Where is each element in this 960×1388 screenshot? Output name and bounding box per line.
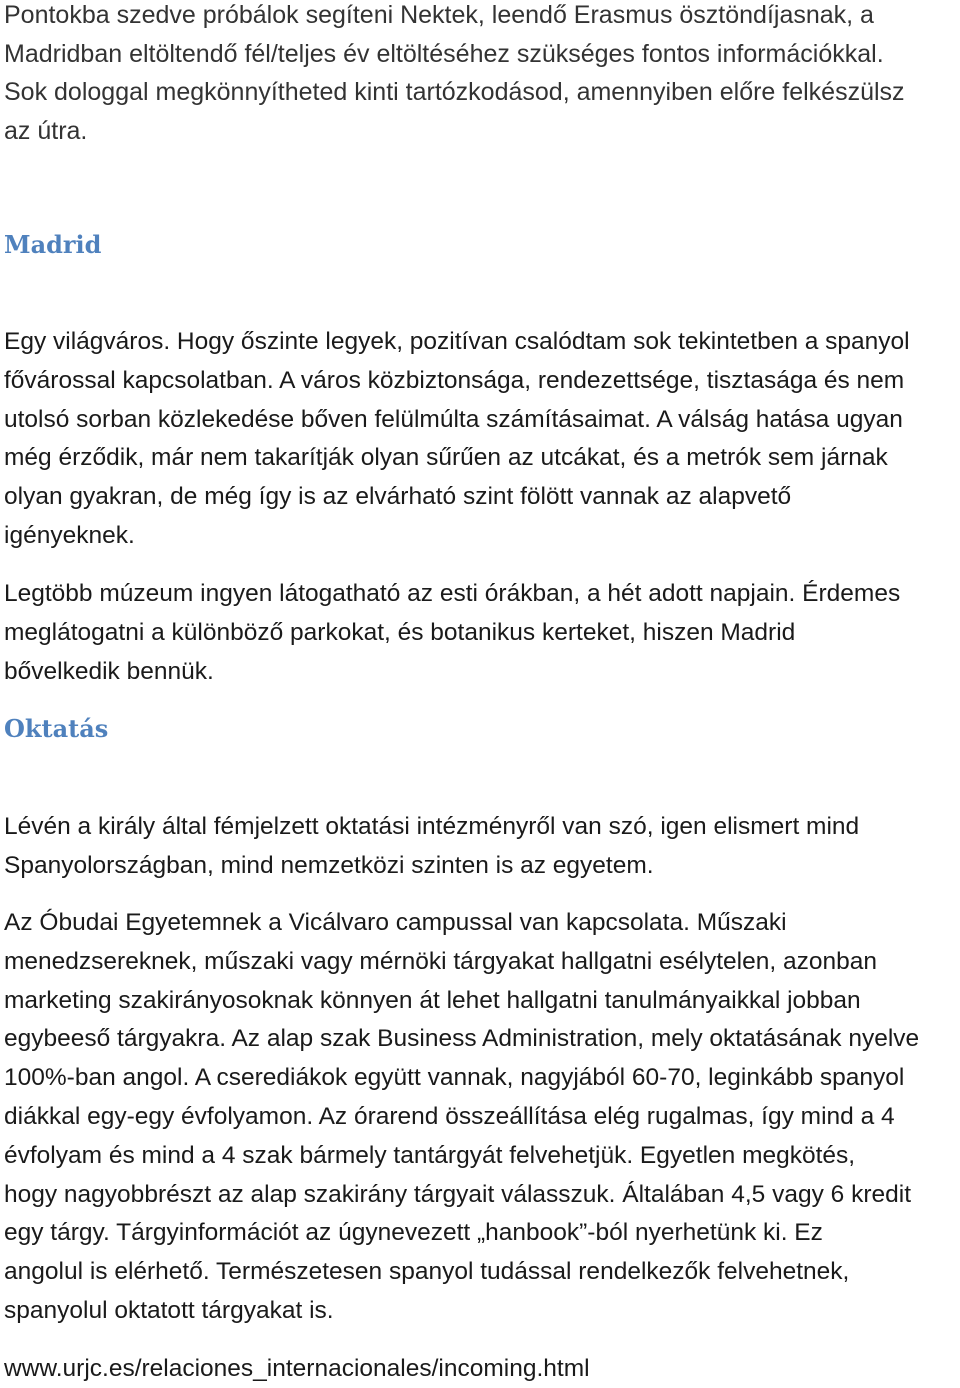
paragraph-line: Lévén a király által fémjelzett oktatási intézményről van szó, igen elismert mind bbox=[4, 813, 860, 840]
paragraph-line: 100%-ban angol. A cserediákok együtt vannak, nagyjából 60-70, leginkább spanyol bbox=[4, 1064, 905, 1092]
paragraph-line: évfolyam és mind a 4 szak bármely tantárgyát felvehetjük. Egyetlen megkötés, bbox=[4, 1141, 856, 1169]
paragraph-line: bővelkedik bennük. bbox=[4, 657, 214, 685]
paragraph-line: Egy világváros. Hogy őszinte legyek, pozitívan csalódtam sok tekintetben a spanyol bbox=[4, 328, 910, 355]
madrid-paragraph-2 bbox=[4, 575, 900, 691]
paragraph-line: Legtöbb múzeum ingyen látogatható az esti órákban, a hét adott napjain. Érdemes bbox=[4, 580, 901, 607]
oktatas-paragraph-1 bbox=[4, 808, 859, 886]
intro-line: Sok dologgal megkönnyítheted kinti tartózkodásod, amennyiben előre felkészülsz bbox=[4, 78, 905, 107]
intro-paragraph bbox=[4, 0, 905, 150]
paragraph-line: Spanyolországban, mind nemzetközi szinten is az egyetem. bbox=[4, 851, 654, 879]
intro-line: az útra. bbox=[4, 116, 88, 145]
intro-line: Madridban eltöltendő fél/teljes év eltöltéséhez szükséges fontos információkkal. bbox=[4, 39, 884, 68]
paragraph-line: fővárossal kapcsolatban. A város közbiztonsága, rendezettsége, tisztasága és nem bbox=[4, 366, 905, 394]
heading-madrid: Madrid bbox=[4, 230, 102, 259]
paragraph-line: még érződik, már nem takarítják olyan sűrűen az utcákat, és a metrók sem járnak bbox=[4, 444, 888, 472]
paragraph-line: utolsó sorban közlekedése bőven felülmúlta számításaimat. A válság hatása ugyan bbox=[4, 405, 903, 433]
paragraph-line: egy tárgy. Tárgyinformációt az úgynevezett „hanbook”-ból nyerhetünk ki. Ez bbox=[4, 1219, 823, 1247]
paragraph-line: egybeeső tárgyakra. Az alap szak Business Administration, mely oktatásának nyelve bbox=[4, 1025, 920, 1053]
heading-oktatas: Oktatás bbox=[4, 714, 109, 743]
paragraph-line: angolul is elérhető. Természetesen spanyol tudással rendelkezők felvehetnek, bbox=[4, 1258, 850, 1286]
paragraph-line: meglátogatni a különböző parkokat, és botanikus kerteket, hiszen Madrid bbox=[4, 618, 796, 646]
oktatas-paragraph-2 bbox=[4, 904, 919, 1331]
paragraph-line: menedzsereknek, műszaki vagy mérnöki tárgyakat hallgatni esélytelen, azonban bbox=[4, 947, 877, 975]
paragraph-line: olyan gyakran, de még így is az elvárható szint fölött vannak az alapvető bbox=[4, 483, 792, 511]
intro-line: Pontokba szedve próbálok segíteni Nektek, leendő Erasmus ösztöndíjasnak, a bbox=[4, 1, 874, 29]
paragraph-line: spanyolul oktatott tárgyakat is. bbox=[4, 1296, 334, 1324]
paragraph-line: diákkal egy-egy évfolyamon. Az órarend összeállítása elég rugalmas, így mind a 4 bbox=[4, 1102, 895, 1130]
paragraph-line: hogy nagyobbrészt az alap szakirány tárgyait válasszuk. Általában 4,5 vagy 6 kredit bbox=[4, 1180, 912, 1208]
paragraph-line: igényeknek. bbox=[4, 521, 135, 549]
paragraph-line: marketing szakirányosoknak könnyen át lehet hallgatni tanulmányaikkal jobban bbox=[4, 986, 861, 1014]
paragraph-line: Az Óbudai Egyetemnek a Vicálvaro campussal van kapcsolata. Műszaki bbox=[4, 909, 787, 936]
madrid-paragraph-1 bbox=[4, 323, 910, 556]
university-link[interactable]: www.urjc.es/relaciones_internacionales/incoming.html bbox=[4, 1355, 590, 1382]
